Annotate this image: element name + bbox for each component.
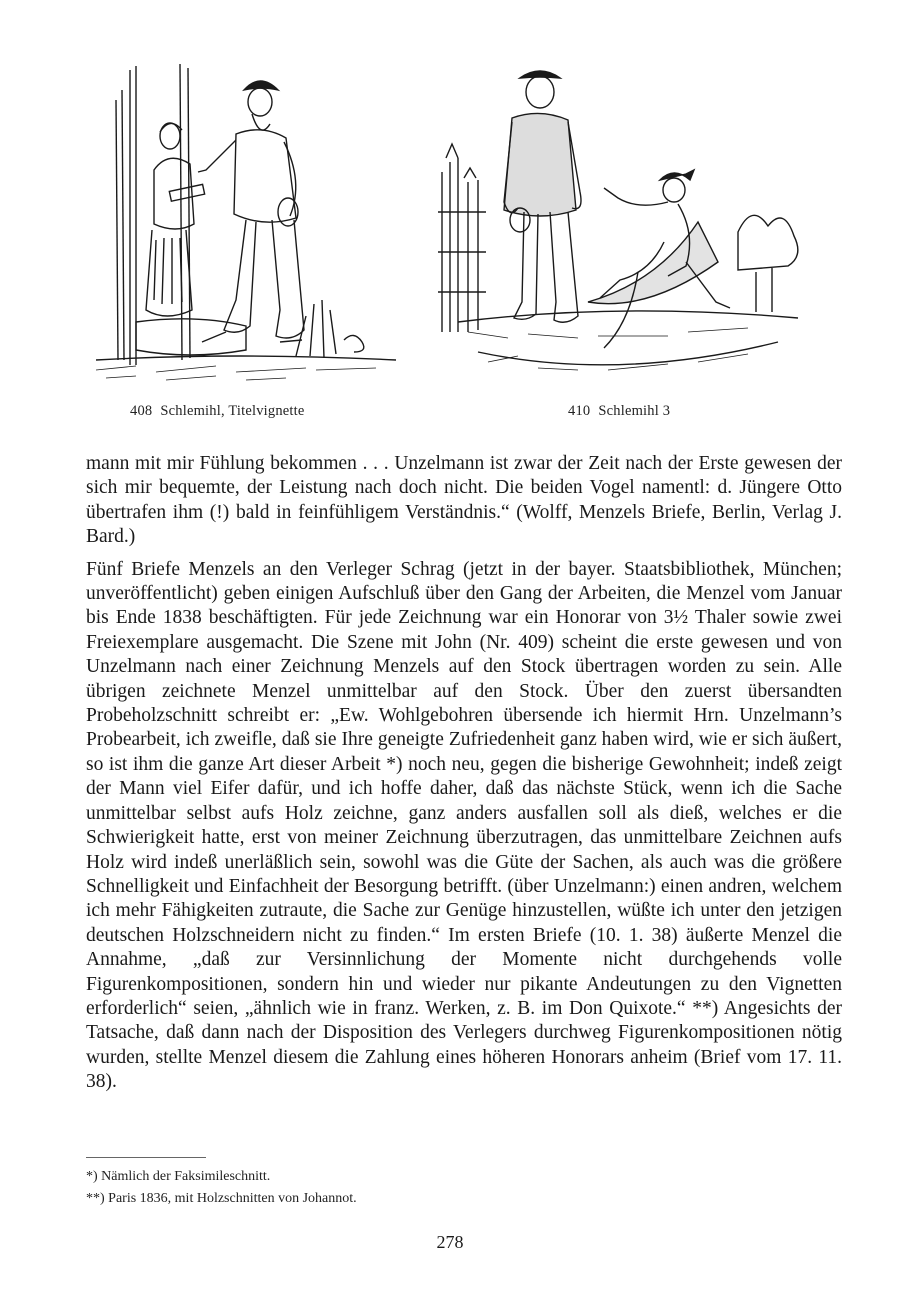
paragraph-continuation: mann mit mir Fühlung bekommen . . . Unzelmann ist zwar der Zeit nach der Erste gewesen der sich mir bequemte, der Leistung nach doch nicht. Die beiden Vogel namentl: d. Jüngere Otto übertrafen ihm (!) bald in feinfühligem Verständnis.“ (Wolff, Menzels Briefe, Berlin, Verlag J. Bard.): [86, 453, 842, 548]
figure-408-caption: [130, 403, 305, 420]
figure-408-illustration: [96, 60, 406, 385]
page-number: 278: [436, 1232, 464, 1252]
footnotes: [86, 1166, 786, 1210]
body-text: [86, 452, 842, 1103]
footnote-separator: [86, 1157, 206, 1158]
figure-408-number: 408: [130, 403, 153, 419]
figure-410-illustration: [438, 62, 806, 392]
footnote-1: *) Nämlich der Faksimileschnitt.: [86, 1169, 271, 1184]
figure-410-caption-text: Schlemihl 3: [598, 403, 671, 419]
figure-408-caption-text: Schlemihl, Titelvignette: [160, 403, 305, 419]
footnote-2: **) Paris 1836, mit Holzschnitten von Johannot.: [86, 1191, 357, 1206]
figure-410-number: 410: [568, 403, 591, 419]
figure-410-caption: [568, 403, 670, 420]
paragraph-main: Fünf Briefe Menzels an den Verleger Schrag (jetzt in der bayer. Staatsbibliothek, München; unveröffentlicht) geben einigen Aufschluß über den Gang der Arbeiten, die Menzel vom Januar bis Ende 1838 beschäftigten. Für jede Zeichnung war ein Honorar von 3½ Thaler sowie zwei Freiexemplare ausgemacht. Die Szene mit John (Nr. 409) scheint die erste gewesen und von Unzelmann nach einer Zeichnung Menzels auf den Stock übertragen worden zu sein. Alle übrigen zeichnete Menzel unmittelbar auf den Stock. Über den zuerst übersandten Probeholzschnitt schreibt er: „Ew. Wohlgebohren übersende ich hiermit Hrn. Unzelmann’s Probearbeit, ich zweifle, daß sie Ihre geneigte Zufriedenheit ganz haben wird, wie er sich äußert, so ist ihm die ganze Art dieser Arbeit *) noch neu, gegen die bisherige Gewohnheit; indeß zeigt der Mann viel Eifer dafür, und ich hoffe daher, daß das nächste Stück, wenn ich die Sache unmittelbar selbst aufs Holz zeichne, ganz anders ausfallen soll als dieß, welches er die Schwierigkeit hatte, erst von meiner Zeichnung überzutragen, das unmittelbare Zeichnen aufs Holz wird indeß unerläßlich sein, sowohl was die Güte der Sachen, als auch was die größere Schnelligkeit und Einfachheit der Besorgung betrifft. (über Unzelmann:) einen andren, welchem ich mehr Fähigkeiten zutraute, die Sache zur Genüge hinzustellen, wüßte ich unter den jetzigen deutschen Holzschneidern nicht zu finden.“ Im ersten Briefe (10. 1. 38) äußerte Menzel die Annahme, „daß zur Versinnlichung der Momente nicht durchgehends volle Figurenkompositionen, sondern hin und wieder nur pikante Andeutungen zu den Vignetten erforderlich“ seien, „ähnlich wie in franz. Werken, z. B. im Don Quixote.“ **) Angesichts der Tatsache, daß dann nach der Disposition des Verlegers durchweg Figurenkompositionen nötig wurden, stellte Menzel diesem die Zahlung eines höheren Honorars anheim (Brief vom 17. 11. 38).: [86, 558, 842, 1093]
